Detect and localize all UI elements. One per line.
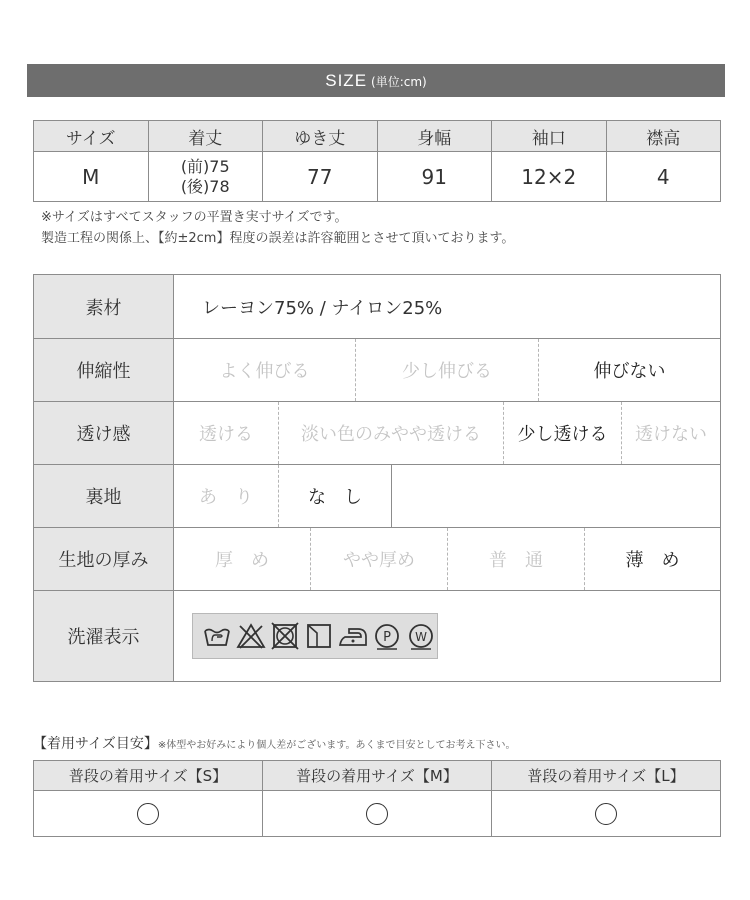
laundry-row — [34, 590, 720, 681]
fit-cell-s — [34, 791, 263, 837]
cuff-col-header: 袖口 — [492, 121, 607, 152]
circle-mark-icon — [366, 803, 388, 825]
sheer-option: 淡い色のみやや透ける — [279, 402, 504, 464]
fit-guide-row — [34, 791, 721, 837]
sheer-option: 透ける — [174, 402, 279, 464]
thickness-option: 普 通 — [448, 528, 585, 590]
yuki-col-header: ゆき丈 — [263, 121, 378, 152]
thickness-option-selected: 薄 め — [625, 550, 680, 571]
fit-guide-note: ※体型やお好みにより個人差がございます。あくまで目安としてお考え下さい。 — [157, 740, 516, 751]
laundry-label: 洗濯表示 — [34, 591, 174, 681]
fit-cell-m — [263, 791, 492, 837]
wet-clean-w-icon — [405, 621, 437, 651]
size-note-line: ※サイズはすべてスタッフの平置き実寸サイズです。 — [41, 210, 348, 225]
length-value — [148, 152, 263, 202]
laundry-symbols-strip — [192, 613, 438, 659]
thickness-row — [34, 527, 720, 590]
thickness-option: やや厚め — [311, 528, 448, 590]
sheer-label: 透け感 — [34, 402, 174, 464]
material-value: レーヨン75% / ナイロン25% — [202, 297, 443, 319]
width-col-header: 身幅 — [377, 121, 492, 152]
cuff-value: 12×2 — [492, 152, 607, 202]
length-back-value: (後)78 — [180, 176, 230, 196]
sheer-option: 透けない — [635, 424, 707, 445]
yuki-value: 77 — [263, 152, 378, 202]
size-header-band — [27, 64, 725, 97]
iron-low-icon — [337, 621, 369, 651]
fabric-attributes-table — [33, 274, 721, 682]
material-label: 素材 — [34, 275, 174, 338]
fit-size-l-header: 普段の着用サイズ【L】 — [492, 761, 721, 791]
stretch-label: 伸縮性 — [34, 339, 174, 401]
collar-col-header: 襟高 — [606, 121, 721, 152]
fit-guide-header-row — [34, 761, 721, 791]
length-col-header: 着丈 — [148, 121, 263, 152]
size-table — [33, 120, 721, 202]
fit-size-s-header: 普段の着用サイズ【S】 — [34, 761, 263, 791]
width-value: 91 — [377, 152, 492, 202]
size-header-title: SIZE — [325, 71, 368, 90]
sheer-row — [34, 401, 720, 464]
thickness-label: 生地の厚み — [34, 528, 174, 590]
size-col-header: サイズ — [34, 121, 149, 152]
size-table-row — [34, 152, 721, 202]
size-value: M — [34, 152, 149, 202]
svg-text:W: W — [415, 630, 427, 644]
sheer-option-selected: 少し透ける — [504, 402, 622, 464]
lining-option-selected: な し — [279, 465, 392, 527]
length-front-value: (前)75 — [180, 156, 230, 176]
fit-guide-title: 【着用サイズ目安】 — [33, 736, 158, 752]
svg-text:P: P — [383, 630, 391, 645]
lining-row — [34, 464, 720, 527]
circle-mark-icon — [137, 803, 159, 825]
dry-clean-p-icon — [371, 621, 403, 651]
size-table-header-row — [34, 121, 721, 152]
lining-option: あ り — [174, 465, 279, 527]
collar-value: 4 — [606, 152, 721, 202]
stretch-option-selected: 伸びない — [593, 361, 666, 382]
fit-guide-table — [33, 760, 721, 837]
lining-label: 裏地 — [34, 465, 174, 527]
line-dry-icon — [303, 621, 335, 651]
hand-wash-icon — [201, 621, 233, 651]
stretch-option: よく伸びる — [174, 339, 356, 401]
stretch-row — [34, 338, 720, 401]
size-notes — [41, 207, 514, 249]
stretch-option: 少し伸びる — [356, 339, 539, 401]
circle-mark-icon — [595, 803, 617, 825]
fit-size-m-header: 普段の着用サイズ【M】 — [263, 761, 492, 791]
fit-guide-heading — [33, 733, 515, 753]
no-bleach-icon — [235, 621, 267, 651]
no-tumble-dry-icon — [269, 621, 301, 651]
thickness-option: 厚 め — [174, 528, 311, 590]
material-row — [34, 275, 720, 338]
size-header-unit: (単位:cm) — [371, 75, 427, 89]
size-note-line: 製造工程の関係上、【約±2cm】程度の誤差は許容範囲とさせて頂いております。 — [41, 231, 515, 246]
fit-cell-l — [492, 791, 721, 837]
